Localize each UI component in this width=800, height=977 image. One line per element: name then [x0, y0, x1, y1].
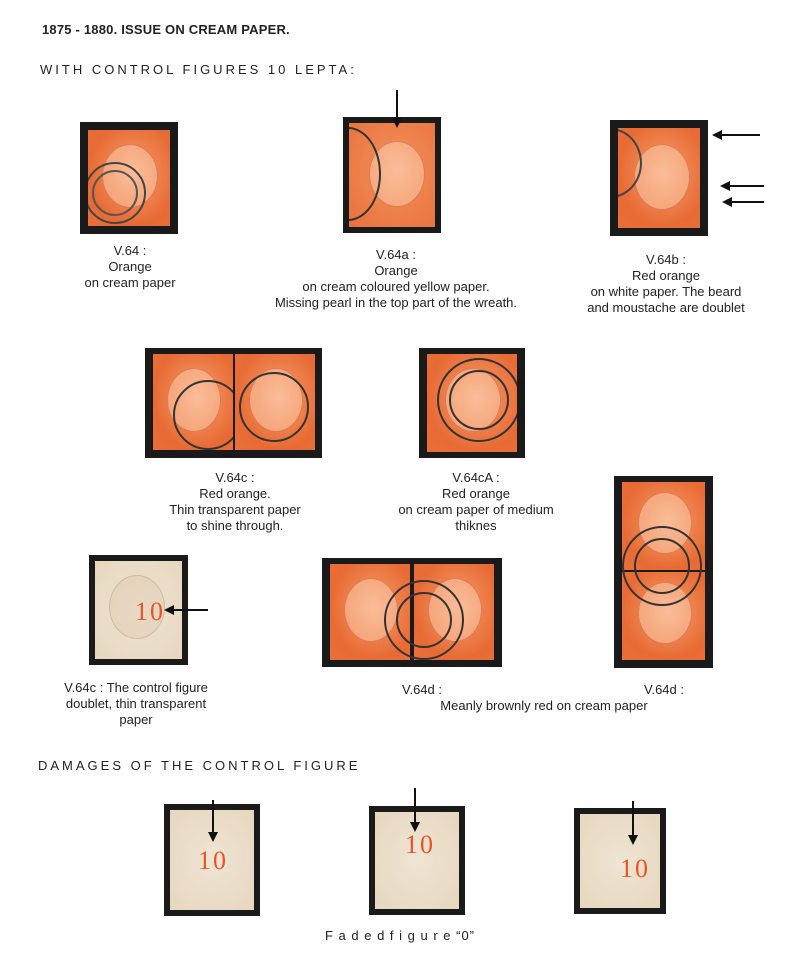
caption-v64c: V.64c : Red orange. Thin transparent paper to shine through.: [169, 470, 301, 533]
stamp-v64a: [343, 117, 441, 233]
arrow-head-v64a: [392, 118, 402, 128]
arrow-v64a: [396, 90, 398, 120]
stamp-v64b: [610, 120, 708, 236]
stamp-v64d-pair: [322, 558, 502, 667]
control-figure: 10: [135, 597, 165, 626]
stamp-v64: [80, 122, 178, 234]
caption-v64d-vertical: V.64d :: [643, 682, 684, 697]
caption-v64c-back: V.64c : The control figure doublet, thin transparent paper: [64, 680, 208, 727]
control-figure: 10: [620, 854, 650, 883]
stamp-damage-3: [574, 808, 666, 914]
arrow-damage-1: [212, 800, 214, 834]
arrow-damage-3: [632, 801, 634, 837]
stamp-v64d-vertical: [614, 476, 713, 668]
caption-v64d-description: Meanly brownly red on cream paper: [440, 698, 648, 713]
caption-faded-figure: F a d e d f i g u r e “0”: [325, 928, 475, 943]
caption-v64: V.64 : Orange on cream paper: [84, 243, 176, 290]
arrow-v64b-top: [720, 134, 760, 136]
section-heading-damages: DAMAGES OF THE CONTROL FIGURE: [38, 758, 361, 773]
section-heading-control-figures: WITH CONTROL FIGURES 10 LEPTA:: [40, 62, 357, 77]
arrow-v64b-low: [730, 201, 764, 203]
control-figure: 10: [198, 846, 228, 875]
stamp-v64cA: [419, 348, 525, 458]
caption-v64d-pair: V.64d :: [401, 682, 442, 697]
arrow-v64c-back: [172, 609, 208, 611]
arrow-damage-2: [414, 788, 416, 824]
caption-v64b: V.64b : Red orange on white paper. The beard and moustache are doublet: [587, 252, 745, 315]
control-figure: 10: [405, 830, 435, 859]
page-title: 1875 - 1880. ISSUE ON CREAM PAPER.: [42, 22, 290, 37]
arrow-v64b-mid: [728, 185, 764, 187]
caption-v64a: V.64a : Orange on cream coloured yellow paper. Missing pearl in the top part of the wreath.: [274, 247, 518, 310]
stamp-v64c-pair: [145, 348, 322, 458]
caption-v64cA: V.64cA : Red orange on cream paper of medium thiknes: [398, 470, 554, 533]
